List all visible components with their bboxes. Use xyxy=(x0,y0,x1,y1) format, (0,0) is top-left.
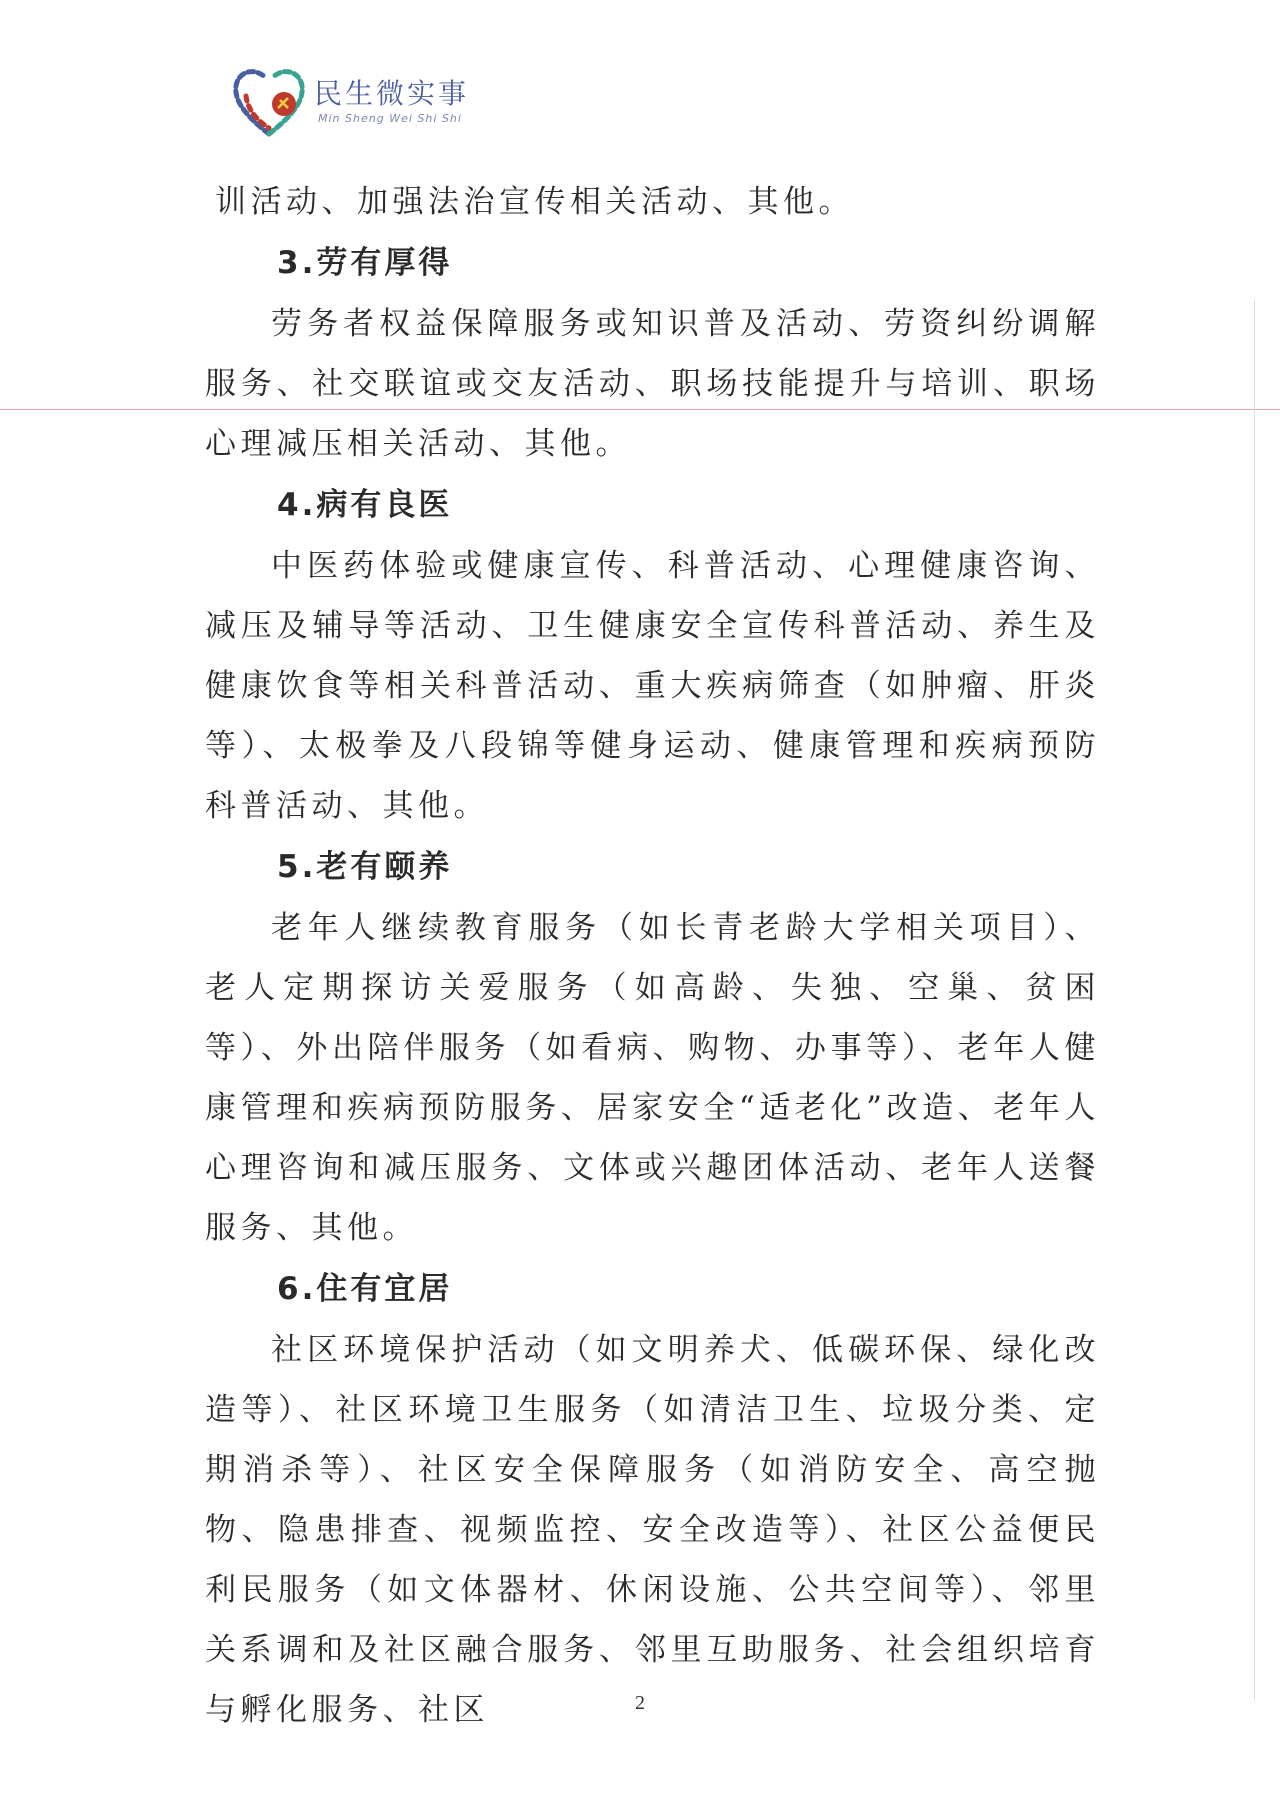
logo xyxy=(226,56,486,142)
logo-pinyin-text: Min Sheng Wei Shi Shi xyxy=(318,112,462,125)
section-text-4: 中医药体验或健康宣传、科普活动、心理健康咨询、减压及辅导等活动、卫生健康安全宣传科普活动、养生及健康饮食等相关科普活动、重大疾病筛查（如肿瘤、肝炎等）、太极拳及八段锦等健身运动、健康管理和疾病预防科普活动、其他。 xyxy=(205,548,1100,824)
section-heading-3: 3.劳有厚得 xyxy=(277,245,453,281)
page-number: 2 xyxy=(635,1692,645,1714)
scan-artifact-edge xyxy=(1254,300,1255,1700)
section-text-5: 老年人继续教育服务（如长青老龄大学相关项目）、老人定期探访关爱服务（如高龄、失独、空巢、贫困等）、外出陪伴服务（如看病、购物、办事等）、老年人健康管理和疾病预防服务、居家安全“适老化”改造、老年人心理咨询和减压服务、文体或兴趣团体活动、老年人送餐服务、其他。 xyxy=(205,910,1100,1246)
section-text-6: 社区环境保护活动（如文明养犬、低碳环保、绿化改造等）、社区环境卫生服务（如清洁卫生、垃圾分类、定期消杀等）、社区安全保障服务（如消防安全、高空抛物、隐患排查、视频监控、安全改造等）、社区公益便民利民服务（如文体器材、休闲设施、公共空间等）、邻里关系调和及社区融合服务、邻里互助服务、社会组织培育与孵化服务、社区 xyxy=(205,1332,1100,1728)
section-heading-6: 6.住有宜居 xyxy=(277,1271,453,1307)
heart-logo-icon xyxy=(226,56,312,142)
section-heading-5: 5.老有颐养 xyxy=(277,849,453,885)
document-body xyxy=(205,172,1100,1740)
paragraph-continuation: 训活动、加强法治宣传相关活动、其他。 xyxy=(215,184,854,220)
logo-chinese-text: 民生微实事 xyxy=(314,77,470,110)
section-text-3: 劳务者权益保障服务或知识普及活动、劳资纠纷调解服务、社交联谊或交友活动、职场技能提升与培训、职场心理减压相关活动、其他。 xyxy=(205,306,1100,462)
section-heading-4: 4.病有良医 xyxy=(277,487,453,523)
